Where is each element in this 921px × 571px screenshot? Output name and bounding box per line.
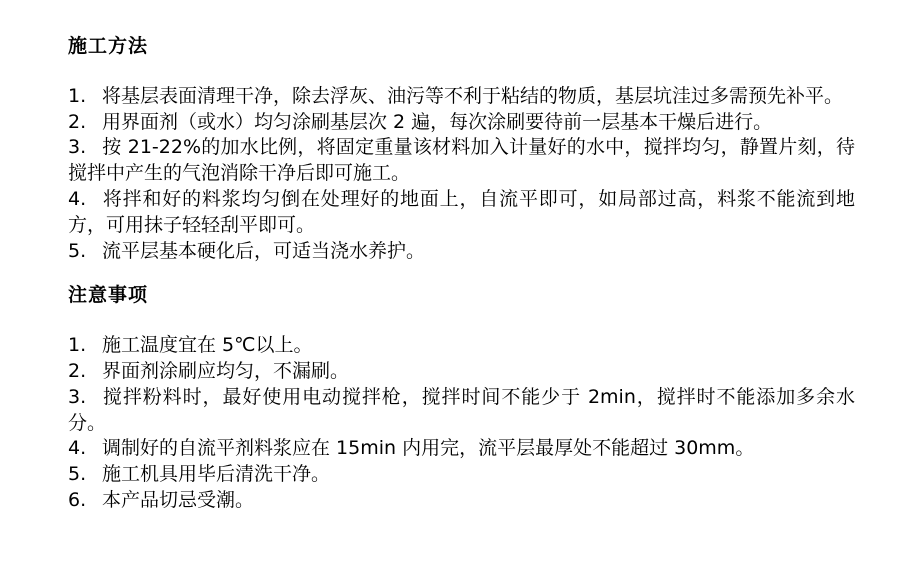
list-item [68, 110, 855, 136]
item-text: 本产品切忌受潮。 [102, 488, 255, 511]
item-text: 界面剂涂刷应均匀，不漏刷。 [102, 359, 350, 382]
section-title-construction-method: 施工方法 [68, 35, 149, 57]
item-number: 3. [68, 136, 87, 159]
item-text: 用界面剂（或水）均匀涂刷基层次 2 遍，每次涂刷要待前一层基本干燥后进行。 [102, 110, 773, 133]
item-number: 5. [68, 463, 87, 486]
item-text: 将基层表面清理干净，除去浮灰、油污等不利于粘结的物质，基层坑洼过多需预先补平。 [102, 84, 844, 107]
precautions-list [68, 333, 855, 514]
item-text: 按 21-22%的加水比例，将固定重量该材料加入计量好的水中，搅拌均匀，静置片刻，待搅拌中产生的气泡消除干净后即可施工。 [68, 136, 855, 185]
list-item [68, 436, 855, 462]
list-item [68, 385, 855, 437]
list-item [68, 239, 855, 265]
item-number: 3. [68, 385, 87, 408]
item-number: 4. [68, 187, 87, 210]
document-content [68, 34, 855, 514]
item-number: 2. [68, 110, 87, 133]
list-item [68, 135, 855, 187]
item-text: 将拌和好的料浆均匀倒在处理好的地面上，自流平即可，如局部过高，料浆不能流到地方，可用抹子轻轻刮平即可。 [68, 187, 855, 236]
item-number: 1. [68, 334, 87, 357]
construction-method-list [68, 84, 855, 265]
item-number: 1. [68, 84, 87, 107]
list-item [68, 333, 855, 359]
item-text: 调制好的自流平剂料浆应在 15min 内用完，流平层最厚处不能超过 30mm。 [102, 437, 755, 460]
list-item [68, 488, 855, 514]
item-number: 4. [68, 437, 87, 460]
list-item [68, 359, 855, 385]
item-text: 施工温度宜在 5℃以上。 [102, 334, 313, 357]
item-text: 流平层基本硬化后，可适当浇水养护。 [102, 239, 426, 262]
item-number: 5. [68, 239, 87, 262]
item-number: 2. [68, 359, 87, 382]
item-text: 施工机具用毕后清洗干净。 [102, 463, 331, 486]
item-number: 6. [68, 488, 87, 511]
list-item [68, 84, 855, 110]
section-title-precautions: 注意事项 [68, 284, 149, 307]
list-item [68, 462, 855, 488]
list-item [68, 187, 855, 239]
item-text: 搅拌粉料时，最好使用电动搅拌枪，搅拌时间不能少于 2min，搅拌时不能添加多余水分。 [68, 385, 855, 434]
